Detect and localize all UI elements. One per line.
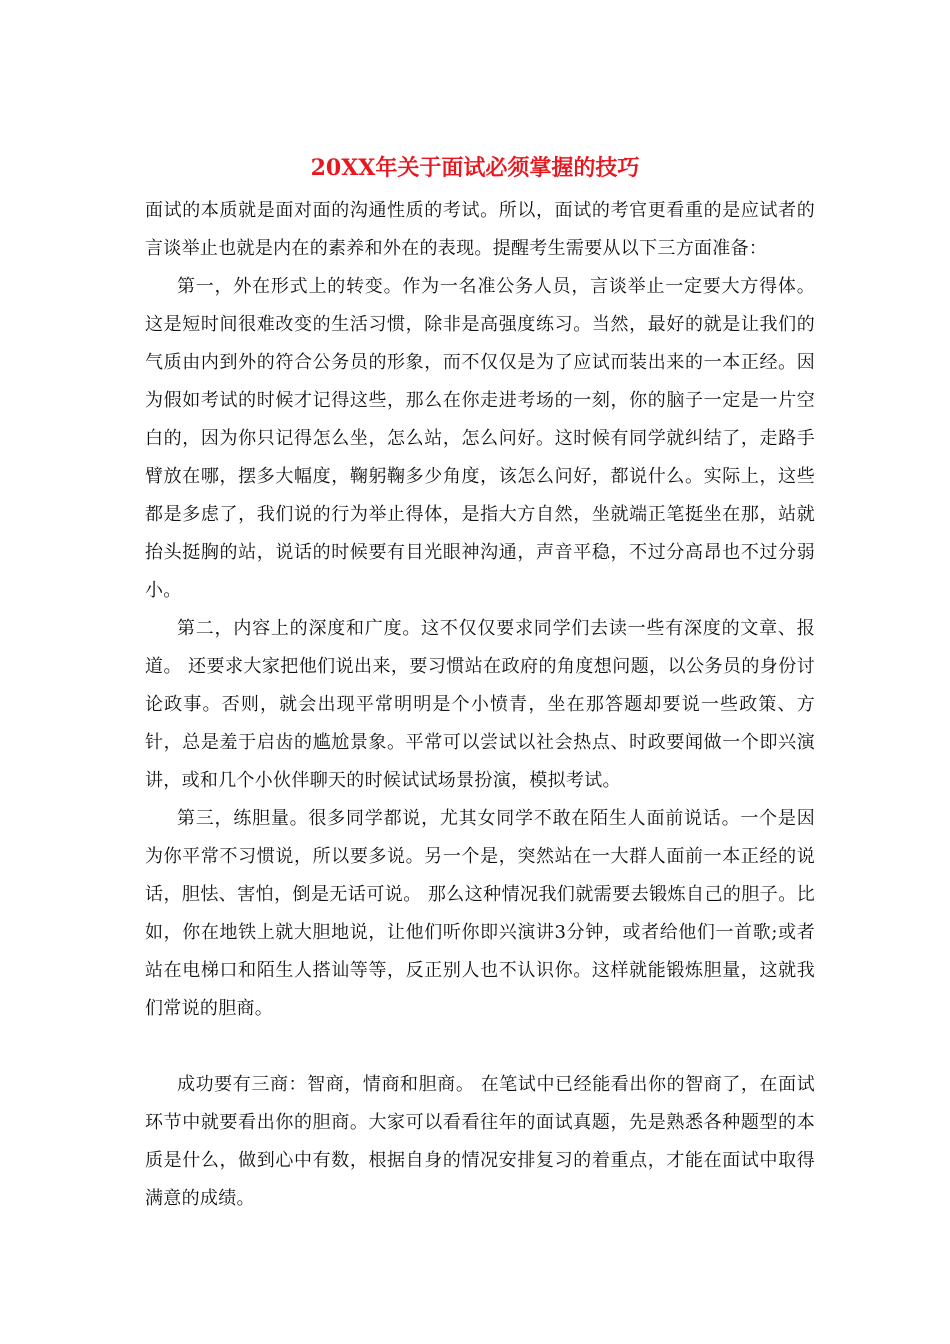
conclusion-paragraph: 成功要有三商：智商，情商和胆商。 在笔试中已经能看出你的智商了，在面试环节中就要看出你的胆商。大家可以看看往年的面试真题，先是熟悉各种题型的本质是什么，做到心中有数，根据自身的情况安排复习的着重点，才能在面试中取得满意的成绩。: [145, 1074, 815, 1209]
point-two-paragraph: 第二，内容上的深度和广度。这不仅仅要求同学们去读一些有深度的文章、报道。 还要求大家把他们说出来，要习惯站在政府的角度想问题，以公务员的身份讨论政事。否则，就会出现平常明明是个小愤青，坐在那答题却要说一些政策、方针，总是羞于启齿的尴尬景象。平常可以尝试以社会热点、时政要闻做一个即兴演讲，或和几个小伙伴聊天的时候试试场景扮演，模拟考试。: [145, 618, 815, 791]
intro-paragraph: 面试的本质就是面对面的沟通性质的考试。所以，面试的考官更看重的是应试者的言谈举止也就是内在的素养和外在的表现。提醒考生需要从以下三方面准备：: [145, 200, 815, 259]
point-one-paragraph: 第一，外在形式上的转变。作为一名准公务人员，言谈举止一定要大方得体。这是短时间很难改变的生活习惯，除非是高强度练习。当然，最好的就是让我们的气质由内到外的符合公务员的形象，而不仅仅是为了应试而装出来的一本正经。因为假如考试的时候才记得这些，那么在你走进考场的一刻，你的脑子一定是一片空白的，因为你只记得怎么坐，怎么站，怎么问好。这时候有同学就纠结了，走路手臂放在哪，摆多大幅度，鞠躬鞠多少角度，该怎么问好，都说什么。实际上，这些都是多虑了，我们说的行为举止得体，是指大方自然，坐就端正笔挺坐在那，站就抬头挺胸的站，说话的时候要有目光眼神沟通，声音平稳，不过分高昂也不过分弱小。: [145, 276, 815, 601]
document-body: [145, 192, 815, 1218]
paragraph-gap: [145, 1028, 815, 1066]
document-title: 20XX年关于面试必须掌握的技巧: [310, 155, 640, 181]
point-three-paragraph: 第三，练胆量。很多同学都说，尤其女同学不敢在陌生人面前说话。一个是因为你平常不习惯说，所以要多说。另一个是，突然站在一大群人面前一本正经的说话，胆怯、害怕，倒是无话可说。 那么这种情况我们就需要去锻炼自己的胆子。比如，你在地铁上就大胆地说，让他们听你即兴演讲3分钟，或者给他们一首歌;或者站在电梯口和陌生人搭讪等等，反正别人也不认识你。这样就能锻炼胆量，这就我们常说的胆商。: [145, 808, 815, 1019]
